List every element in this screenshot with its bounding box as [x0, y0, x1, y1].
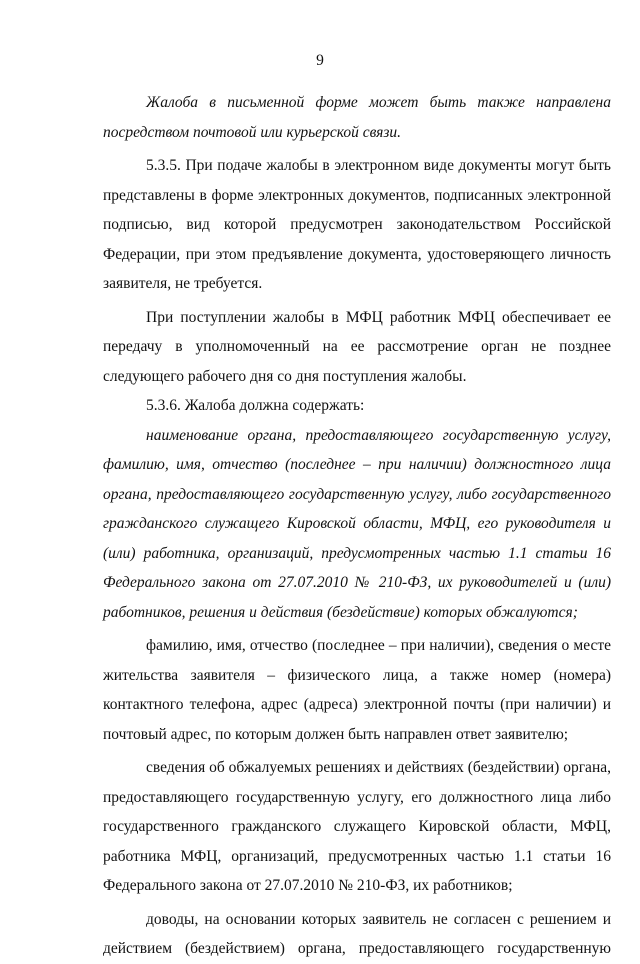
body-text	[103, 88, 611, 964]
paragraph-mfc-receipt: При поступлении жалобы в МФЦ работник МФЦ обеспечивает ее передачу в уполномоченный на ее рассмотрение орган не позднее следующего рабочего дня со дня поступления жалобы.	[103, 308, 611, 385]
paragraph-complaint-written-form: Жалоба в письменной форме может быть также направлена посредством почтовой или курьерской связи.	[103, 94, 611, 141]
paragraph-appealed-decisions: сведения об обжалуемых решениях и действиях (бездействии) органа, предоставляющего государственную услугу, его должностного лица либо государственного гражданского служащего Кировской области, МФЦ, работника МФЦ, организаций, предусмотренных частью 1.1 статьи 16 Федерального закона от 27.07.2010 № 210-ФЗ, их работников;	[103, 759, 611, 894]
paragraph-5-3-5: 5.3.5. При подаче жалобы в электронном виде документы могут быть представлены в форме электронных документов, подписанных электронной подписью, вид которой предусмотрен законодательством Российской Федерации, при этом предъявление документа, удостоверяющего личность заявителя, не требуется.	[103, 157, 611, 292]
paragraph-arguments: доводы, на основании которых заявитель не согласен с решением и действием (бездействием) органа, предоставляющего государственную	[103, 910, 611, 957]
paragraph-5-3-6: 5.3.6. Жалоба должна содержать:	[146, 397, 365, 414]
paragraph-organ-name: наименование органа, предоставляющего государственную услугу, фамилию, имя, отчество (последнее – при наличии) должностного лица органа, предоставляющего государственную услугу, либо государственного гражданского служащего Кировской области, МФЦ, его руководителя и (или) работника, организаций, предусмотренных частью 1.1 статьи 16 Федерального закона от 27.07.2010 № 210-ФЗ, их руководителей и (или) работников, решения и действия (бездействие) которых обжалуются;	[103, 426, 611, 621]
paragraph-applicant-details: фамилию, имя, отчество (последнее – при наличии), сведения о месте жительства заявителя – физического лица, а также номер (номера) контактного телефона, адрес (адреса) электронной почты (при наличии) и почтовый адрес, по которым должен быть направлен ответ заявителю;	[103, 637, 611, 743]
page-number: 9	[316, 52, 324, 69]
